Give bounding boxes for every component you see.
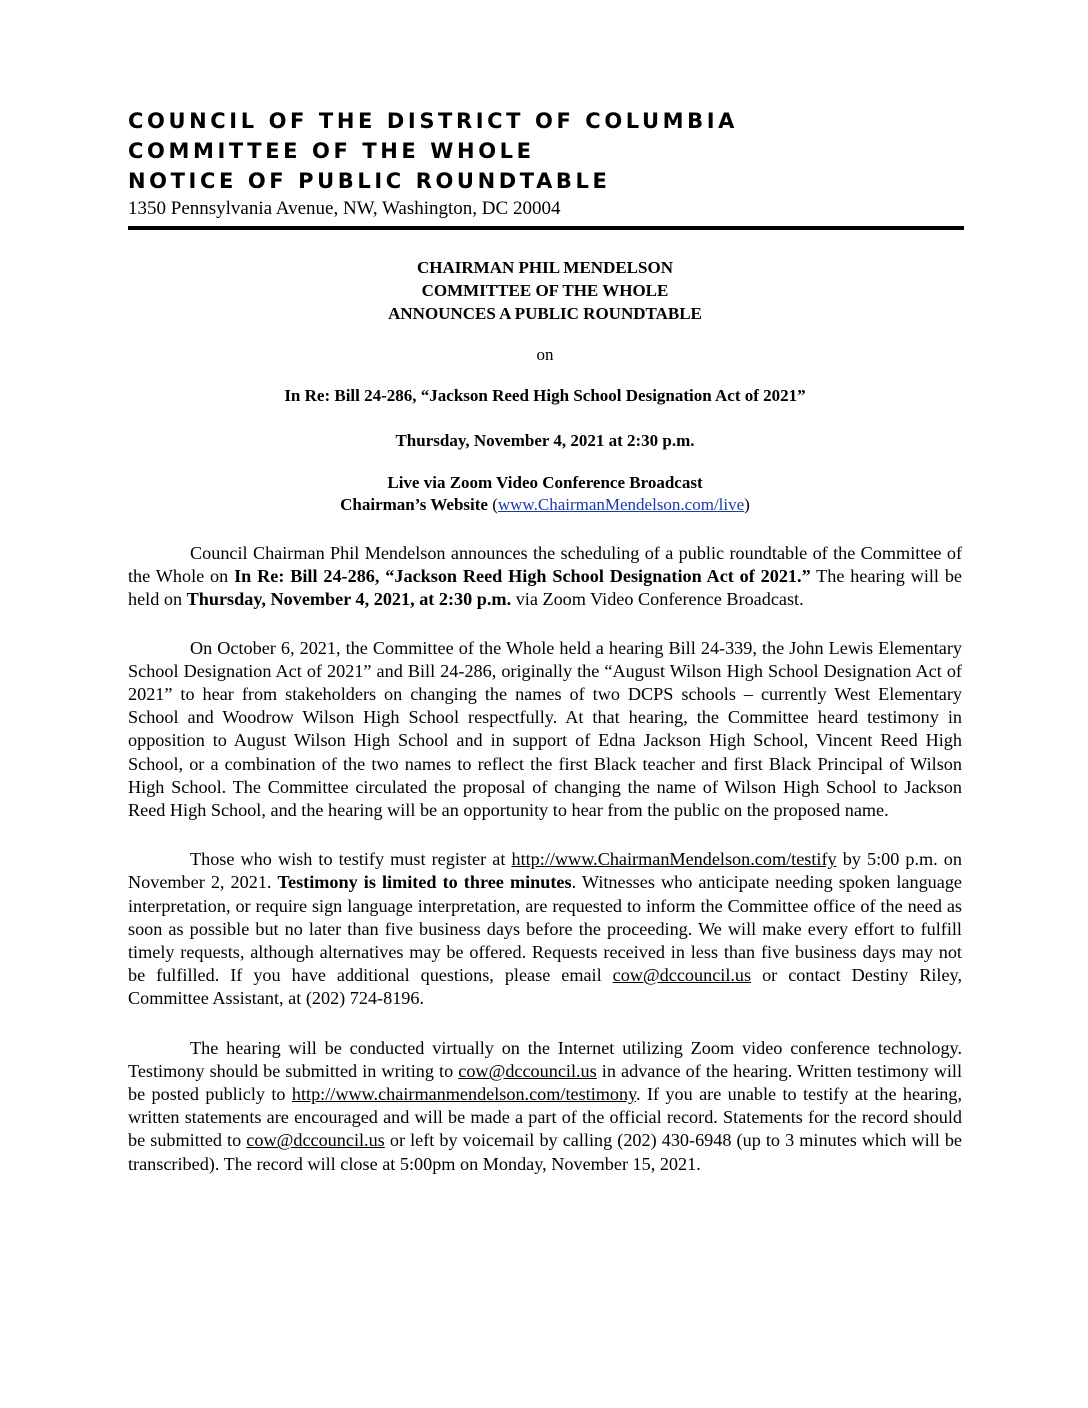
letterhead <box>128 106 962 230</box>
para4-text-1: The hearing will be conducted virtually on the Internet utilizing Zoom video conference technology. Testimony should be submitted in writing to <box>128 1037 962 1081</box>
para3-text-3: . Witnesses who anticipate needing spoken language interpretation, or require sign language interpretation, are requested to inform the Committee office of the need as soon as possible but no later than five business days before the proceeding. We will make every effort to fulfill timely requests, although alternatives may be offered. Requests received in less than five business days may not be fulfilled. If you have additional questions, please email <box>128 872 962 986</box>
header-rule <box>128 226 964 230</box>
paragraph-testify <box>128 848 962 1010</box>
on-label: on <box>536 345 554 364</box>
para1-text-3: via Zoom Video Conference Broadcast. <box>511 589 804 610</box>
email-link[interactable]: cow@dccouncil.us <box>612 965 752 986</box>
website-line <box>128 494 962 516</box>
paragraph-background: On October 6, 2021, the Committee of the Whole held a hearing Bill 24-339, the John Lewis Elementary School Designation Act of 2021” and Bill 24-286, originally the “August Wilson High School Designation Act of 2021” to hear from stakeholders on changing the names of two DCPS schools – currently West Elementary School and Woodrow Wilson High School respectfully. At that hearing, the Committee heard testimony in opposition to August Wilson High School and in support of Edna Jackson High School, Vincent Reed High School, or a combination of the two names to reflect the first Black teacher and first Black Principal of Wilson High School. The Committee circulated the proposal of changing the name of Wilson High School to Jackson Reed High School, and the hearing will be an opportunity to hear from the public on the proposed name. <box>128 637 962 821</box>
committee-title: COMMITTEE OF THE WHOLE <box>128 139 535 163</box>
paragraph-scheduling <box>128 542 962 612</box>
para4-text-4: or left by voicemail by calling (202) 430-6948 (up to 3 minutes which will be transcribed). The record will close at 5:00pm on Monday, November 15, 2021. <box>128 1130 962 1174</box>
para1-bill-bold: In Re: Bill 24-286, “Jackson Reed High School Designation Act of 2021.” <box>234 566 811 587</box>
para1-text-1: Council Chairman Phil Mendelson announces the scheduling of a public roundtable of the Committee of the Whole on <box>128 543 962 587</box>
para4-text-3: . If you are unable to testify at the hearing, written statements are encouraged and will be made a part of the official record. Statements for the record should be submitted to <box>128 1084 962 1151</box>
live-website-link[interactable]: www.ChairmanMendelson.com/live <box>497 495 745 514</box>
para3-text-2: by 5:00 p.m. on November 2, 2021. <box>128 849 962 893</box>
council-address: 1350 Pennsylvania Avenue, NW, Washington, DC 20004 <box>128 198 561 219</box>
testify-link[interactable]: http://www.ChairmanMendelson.com/testify <box>511 849 837 870</box>
venue-line: Live via Zoom Video Conference Broadcast <box>387 473 703 492</box>
testimony-limit-bold: Testimony is limited to three minutes <box>277 872 572 893</box>
hearing-datetime: Thursday, November 4, 2021 at 2:30 p.m. <box>395 431 695 450</box>
para4-text-2: in advance of the hearing. Written testimony will be posted publicly to <box>128 1060 962 1105</box>
committee-line: COMMITTEE OF THE WHOLE <box>421 281 669 300</box>
council-title: COUNCIL OF THE DISTRICT OF COLUMBIA <box>128 109 739 133</box>
notice-page <box>128 106 962 1176</box>
paragraph-virtual <box>128 1037 962 1176</box>
chairman-line: CHAIRMAN PHIL MENDELSON <box>417 258 673 277</box>
para1-text-2: The hearing will be held on <box>128 566 962 610</box>
email-link[interactable]: cow@dccouncil.us <box>458 1060 597 1081</box>
para3-text-4: or contact Destiny Riley, Committee Assistant, at (202) 724-8196. <box>128 965 962 1009</box>
bill-subject: In Re: Bill 24-286, “Jackson Reed High School Designation Act of 2021” <box>284 386 806 405</box>
notice-title: NOTICE OF PUBLIC ROUNDTABLE <box>128 169 611 193</box>
announces-line: ANNOUNCES A PUBLIC ROUNDTABLE <box>388 304 702 323</box>
para3-text-1: Those who wish to testify must register at <box>190 849 512 870</box>
website-close-paren: ) <box>744 495 750 514</box>
testimony-link[interactable]: http://www.chairmanmendelson.com/testimony <box>291 1084 637 1105</box>
website-open-paren: ( <box>492 495 498 514</box>
announcement-heading <box>128 256 962 325</box>
email-link[interactable]: cow@dccouncil.us <box>246 1130 385 1151</box>
website-label: Chairman’s Website <box>340 495 488 514</box>
para1-date-bold: Thursday, November 4, 2021, at 2:30 p.m. <box>186 589 512 610</box>
